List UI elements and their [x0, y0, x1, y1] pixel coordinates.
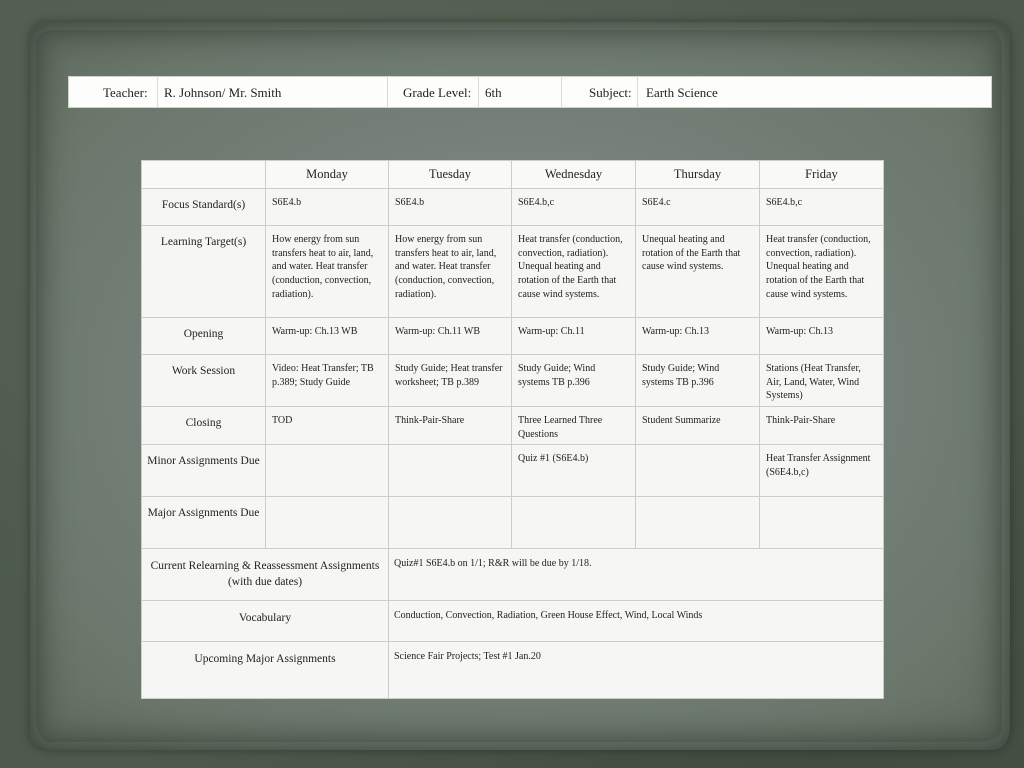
table-cell: Quiz #1 (S6E4.b): [512, 445, 636, 497]
table-cell: S6E4.b,c: [512, 189, 636, 226]
table-cell: [389, 497, 512, 549]
day-header: Thursday: [636, 161, 760, 189]
table-cell: Unequal heating and rotation of the Earth that cause wind systems.: [636, 226, 760, 318]
table-cell: Warm-up: Ch.11: [512, 318, 636, 355]
table-cell: [266, 445, 389, 497]
table-cell: [636, 497, 760, 549]
row-label: Upcoming Major Assignments: [142, 642, 389, 699]
day-header: Friday: [760, 161, 884, 189]
table-cell: [389, 445, 512, 497]
day-header: Monday: [266, 161, 389, 189]
table-row: [142, 318, 884, 355]
grade-value: 6th: [485, 85, 502, 100]
row-label: Work Session: [142, 355, 266, 407]
table-cell: TOD: [266, 407, 389, 445]
lesson-header: [68, 76, 992, 108]
row-label: Focus Standard(s): [142, 189, 266, 226]
table-cell: Student Summarize: [636, 407, 760, 445]
table-cell: Warm-up: Ch.13: [636, 318, 760, 355]
table-cell: S6E4.b: [266, 189, 389, 226]
table-row: [142, 549, 884, 601]
table-cell: Warm-up: Ch.13: [760, 318, 884, 355]
table-cell: [760, 497, 884, 549]
table-cell: S6E4.c: [636, 189, 760, 226]
table-row: [142, 642, 884, 699]
table-cell: Warm-up: Ch.13 WB: [266, 318, 389, 355]
table-row: [142, 407, 884, 445]
table-cell: Conduction, Convection, Radiation, Green House Effect, Wind, Local Winds: [389, 601, 884, 642]
table-cell: Heat transfer (conduction, convection, radiation). Unequal heating and rotation of the Earth that cause wind systems.: [760, 226, 884, 318]
table-row: [142, 226, 884, 318]
grade-label: Grade Level:: [403, 85, 472, 100]
table-row: [142, 355, 884, 407]
subject-value: Earth Science: [646, 85, 718, 100]
row-label: Vocabulary: [142, 601, 389, 642]
table-cell: Video: Heat Transfer; TB p.389; Study Guide: [266, 355, 389, 407]
table-cell: Study Guide; Heat transfer worksheet; TB p.389: [389, 355, 512, 407]
table-cell: Three Learned Three Questions: [512, 407, 636, 445]
table-cell: [512, 497, 636, 549]
row-label: Major Assignments Due: [142, 497, 266, 549]
row-label: Minor Assignments Due: [142, 445, 266, 497]
table-cell: S6E4.b,c: [760, 189, 884, 226]
table-cell: Warm-up: Ch.11 WB: [389, 318, 512, 355]
table-row: [142, 189, 884, 226]
teacher-value: R. Johnson/ Mr. Smith: [164, 85, 282, 100]
corner-cell: [142, 161, 266, 189]
table-cell: Study Guide; Wind systems TB p.396: [636, 355, 760, 407]
table-row: [142, 601, 884, 642]
table-cell: Science Fair Projects; Test #1 Jan.20: [389, 642, 884, 699]
day-header: Tuesday: [389, 161, 512, 189]
table-cell: How energy from sun transfers heat to air, land, and water. Heat transfer (conduction, convection, radiation).: [266, 226, 389, 318]
table-cell: [636, 445, 760, 497]
day-header-row: [142, 161, 884, 189]
table-cell: Heat Transfer Assignment (S6E4.b,c): [760, 445, 884, 497]
table-cell: Stations (Heat Transfer, Air, Land, Water, Wind Systems): [760, 355, 884, 407]
row-label: Opening: [142, 318, 266, 355]
table-cell: Think-Pair-Share: [389, 407, 512, 445]
table-row: [142, 497, 884, 549]
row-label: Closing: [142, 407, 266, 445]
table-row: [142, 445, 884, 497]
day-header: Wednesday: [512, 161, 636, 189]
weekly-plan-table: [141, 160, 884, 699]
row-label: Current Relearning & Reassessment Assignments (with due dates): [142, 549, 389, 601]
row-label: Learning Target(s): [142, 226, 266, 318]
table-cell: How energy from sun transfers heat to air, land, and water. Heat transfer (conduction, convection, radiation).: [389, 226, 512, 318]
table-cell: Heat transfer (conduction, convection, radiation). Unequal heating and rotation of the Earth that cause wind systems.: [512, 226, 636, 318]
subject-label: Subject:: [589, 85, 632, 100]
table-cell: Study Guide; Wind systems TB p.396: [512, 355, 636, 407]
table-cell: [266, 497, 389, 549]
table-cell: Think-Pair-Share: [760, 407, 884, 445]
teacher-label: Teacher:: [103, 85, 148, 100]
table-cell: S6E4.b: [389, 189, 512, 226]
table-cell: Quiz#1 S6E4.b on 1/1; R&R will be due by 1/18.: [389, 549, 884, 601]
